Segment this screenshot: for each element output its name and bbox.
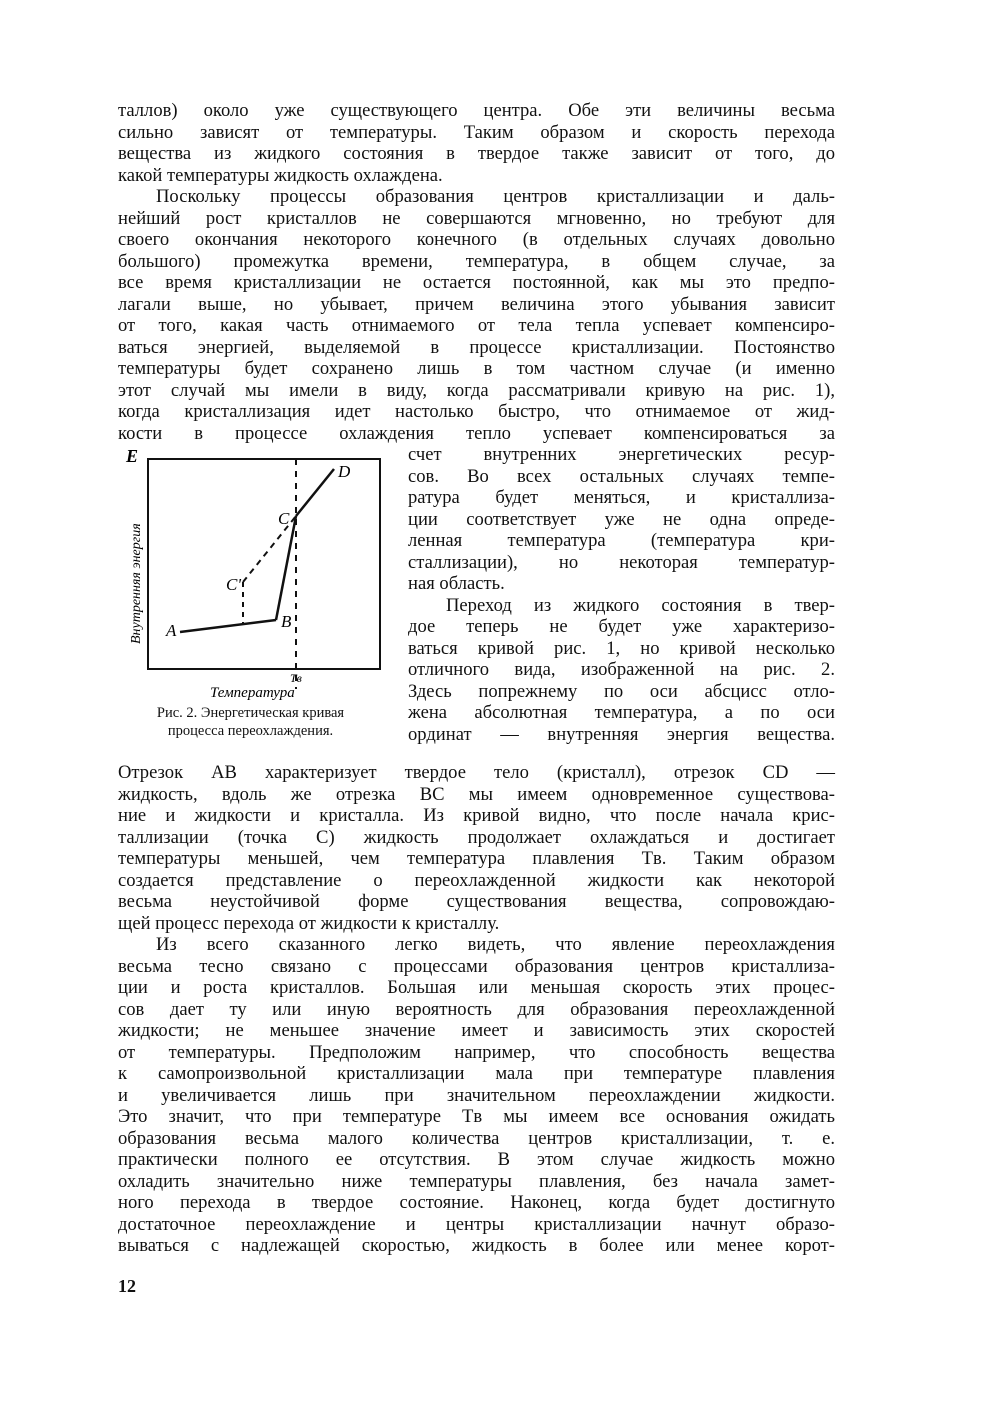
text-line: и увеличивается лишь при значительном переохлаждении жидкости. xyxy=(118,1084,835,1106)
text-line: образования весьма малого количества центров кристаллизации, т. е. xyxy=(118,1127,835,1149)
figure-block xyxy=(118,444,835,762)
text-line: отличного вида, изображенной на рис. 2. xyxy=(408,659,835,680)
segment-bc xyxy=(276,516,296,620)
text-line: какой температуры жидкость охлаждена. xyxy=(118,164,443,186)
text-line: дое теперь не будет уже характеризо- xyxy=(408,616,835,637)
text-line: ции соответствует уже не одна опреде- xyxy=(408,508,835,530)
text-line: этот случай мы имели в виду, когда рассматривали кривую на рис. 1), xyxy=(118,379,835,401)
text-line: ваться энергией, выделяемой в процессе кристаллизации. Постоянство xyxy=(118,336,835,358)
text-line: сов. Во всех остальных случаях темпе- xyxy=(408,465,835,487)
figure-2 xyxy=(118,444,388,762)
text-line: Переход из жидкого состояния в твер- xyxy=(446,594,835,616)
text-line: все время кристаллизации не остается постоянной, как мы это предпо- xyxy=(118,272,835,293)
text-line: охладить значительно ниже температуры плавления, без начала замет- xyxy=(118,1170,835,1192)
text-line: Отрезок AB характеризует твердое тело (кристалл), отрезок CD — xyxy=(118,762,835,783)
text-line: Это значит, что при температуре Tв мы имеем все основания ожидать xyxy=(118,1106,835,1127)
paragraph-4 xyxy=(118,934,835,1257)
text-line: ции и роста кристаллов. Большая или меньшая скорость этих процес- xyxy=(118,977,835,998)
text-line: ленная температура (температура кри- xyxy=(408,530,835,551)
text-line: Здесь попрежнему по оси абсцисс отло- xyxy=(408,680,835,702)
text-line: весьма неустойчивой форме существования вещества, сопровождаю- xyxy=(118,891,835,912)
x-axis-label: Температура xyxy=(210,685,295,701)
text-line: Поскольку процессы образования центров кристаллизации и даль- xyxy=(156,186,835,207)
text-line: создается представление о переохлажденной жидкости как некоторой xyxy=(118,869,835,891)
text-line: сильно зависят от температуры. Таким образом и скорость перехода xyxy=(118,121,835,143)
text-line: своего окончания некоторого конечного (в отдельных случаях довольно xyxy=(118,229,835,250)
text-beside-figure xyxy=(408,444,835,745)
point-c-label: C xyxy=(278,509,290,528)
text-line: ратура будет меняться, и кристаллиза- xyxy=(408,487,835,508)
text-line: ного перехода в твердое состояние. Наконец, когда будет достигнуто xyxy=(118,1192,835,1213)
text-line: ординат — внутренняя энергия вещества. xyxy=(408,723,835,745)
text-line: когда кристаллизация идет настолько быстро, что отнимаемое от жид- xyxy=(118,401,835,422)
text-line: вещества из жидкого состояния в твердое также зависит от того, до xyxy=(118,143,835,164)
text-line: таллизации (точка C) жидкость продолжает охлаждаться и достигает xyxy=(118,826,835,848)
diagram-frame xyxy=(148,459,380,669)
text-line: кости в процессе охлаждения тепло успевает компенсироваться за xyxy=(118,422,835,444)
text-line: сов дает ту или иную вероятность для образования переохлажденной xyxy=(118,998,835,1020)
text-line: весьма тесно связано с процессами образования центров кристаллиза- xyxy=(118,955,835,977)
text-line: лагали выше, но убывает, причем величина этого убывания зависит xyxy=(118,293,835,315)
text-line: счет внутренних энергетических ресур- xyxy=(408,444,835,465)
caption-line: процесса переохлаждения. xyxy=(167,723,334,739)
page-number: 12 xyxy=(118,1276,136,1296)
axis-e-label: E xyxy=(126,446,139,466)
paragraph-2 xyxy=(118,186,835,444)
text-line: температуры будет сохранено лишь в том частном случае (и именно xyxy=(118,358,835,379)
paragraph-3 xyxy=(118,762,835,934)
text-line: большого) промежутка времени, температура, в общем случае, за xyxy=(118,250,835,272)
text-line: достаточное переохлаждение и центры кристаллизации начнут образо- xyxy=(118,1213,835,1235)
figure-caption xyxy=(118,704,383,740)
energy-curve-diagram xyxy=(118,444,388,704)
text-line: таллов) около уже существующего центра. Обе эти величины весьма xyxy=(118,100,835,121)
text-line: от того, какая часть отнимаемого от тела тепла успевает компенсиро- xyxy=(118,315,835,336)
text-line: Из всего сказанного легко видеть, что явление переохлаждения xyxy=(156,934,835,955)
paragraph-1 xyxy=(118,100,835,186)
text-line: от температуры. Предположим например, что способность вещества xyxy=(118,1041,835,1063)
segment-ab xyxy=(180,620,276,632)
text-line: ная область. xyxy=(408,573,505,594)
text-line: жена абсолютная температура, а по оси xyxy=(408,702,835,723)
caption-line: Рис. 2. Энергетическая кривая xyxy=(156,705,345,721)
point-b-label: B xyxy=(281,612,292,631)
text-line: щей процесс перехода от жидкости к кристаллу. xyxy=(118,912,500,934)
text-line: температуры меньшей, чем температура плавления Tв. Таким образом xyxy=(118,848,835,869)
point-d-label: D xyxy=(338,462,351,481)
page-body xyxy=(118,100,835,1257)
text-line: практически полного ее отсутствия. В этом случае жидкость можно xyxy=(118,1149,835,1170)
segment-cd xyxy=(296,469,334,516)
text-line: к самопроизвольной кристаллизации мала при температуре плавления xyxy=(118,1063,835,1084)
text-line: сталлизации), но некоторая температур- xyxy=(408,551,835,573)
point-a-label: A xyxy=(166,621,177,640)
text-line: ваться кривой рис. 1, но кривой несколько xyxy=(408,637,835,659)
text-line: жидкости; не меньшее значение имеет и зависимость этих скоростей xyxy=(118,1020,835,1041)
text-line: вываться с надлежащей скоростью, жидкость в более или менее корот- xyxy=(118,1235,835,1256)
text-line: жидкость, вдоль же отрезка BC мы имеем одновременное существова- xyxy=(118,783,835,805)
y-axis-label: Внутренняя энергия xyxy=(129,523,144,644)
tick-t-label: Tв xyxy=(290,671,302,685)
text-line: ние и жидкости и кристалла. Из кривой видно, что после начала крис- xyxy=(118,805,835,826)
text-line: нейший рост кристаллов не совершаются мгновенно, но требуют для xyxy=(118,207,835,229)
point-c-prime-label: C' xyxy=(226,575,241,594)
